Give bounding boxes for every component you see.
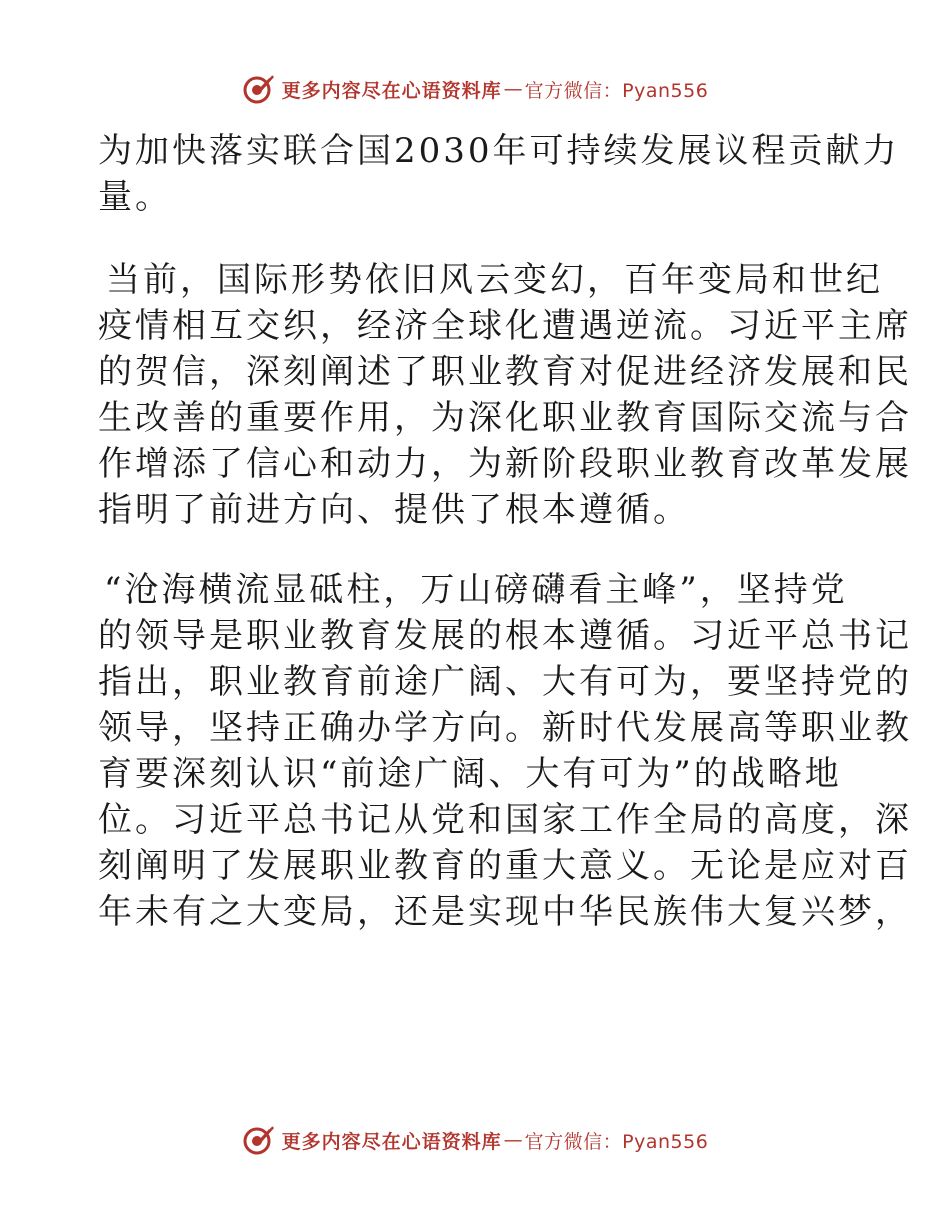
text-line: 当前，国际形势依旧风云变幻，百年变局和世纪 bbox=[106, 260, 883, 300]
document-body bbox=[98, 128, 912, 935]
text-line: 指出，职业教育前途广阔、大有可为，要坚持党的 bbox=[98, 662, 912, 702]
watermark-contact: 官方微信：Pyan556 bbox=[524, 1130, 709, 1153]
text-line: 位。习近平总书记从党和国家工作全局的高度，深 bbox=[98, 800, 912, 840]
watermark-dash: — bbox=[503, 78, 523, 100]
text-line: 的领导是职业教育发展的根本遵循。习近平总书记 bbox=[98, 616, 912, 656]
ink-pen-logo-icon bbox=[242, 72, 276, 106]
watermark-dash: — bbox=[503, 1129, 523, 1151]
watermark-footer bbox=[0, 1123, 950, 1157]
paragraph-3 bbox=[98, 567, 912, 935]
watermark-contact: 官方微信：Pyan556 bbox=[524, 79, 709, 102]
paragraph-2 bbox=[98, 257, 912, 533]
paragraph-1 bbox=[98, 128, 900, 220]
text-line: 疫情相互交织，经济全球化遭遇逆流。习近平主席 bbox=[98, 306, 912, 346]
text-line: 育要深刻认识“前途广阔、大有可为”的战略地 bbox=[98, 754, 842, 794]
text-line: 量。 bbox=[98, 177, 172, 217]
watermark-header bbox=[0, 72, 950, 106]
text-line: 刻阐明了发展职业教育的重大意义。无论是应对百 bbox=[98, 846, 912, 886]
text-line: 年未有之大变局，还是实现中华民族伟大复兴梦， bbox=[98, 892, 912, 932]
text-line: “沧海横流显砥柱，万山磅礴看主峰”，坚持党 bbox=[104, 570, 848, 610]
text-line: 生改善的重要作用，为深化职业教育国际交流与合 bbox=[98, 398, 912, 438]
text-line: 的贺信，深刻阐述了职业教育对促进经济发展和民 bbox=[98, 352, 912, 392]
text-line: 作增添了信心和动力，为新阶段职业教育改革发展 bbox=[98, 444, 912, 484]
text-line: 为加快落实联合国2030年可持续发展议程贡献力 bbox=[98, 131, 900, 171]
text-line: 指明了前进方向、提供了根本遵循。 bbox=[98, 490, 690, 530]
watermark-title: 更多内容尽在心语资料库 bbox=[281, 1130, 502, 1153]
watermark-title: 更多内容尽在心语资料库 bbox=[281, 79, 502, 102]
text-line: 领导，坚持正确办学方向。新时代发展高等职业教 bbox=[98, 708, 912, 748]
ink-pen-logo-icon bbox=[242, 1123, 276, 1157]
